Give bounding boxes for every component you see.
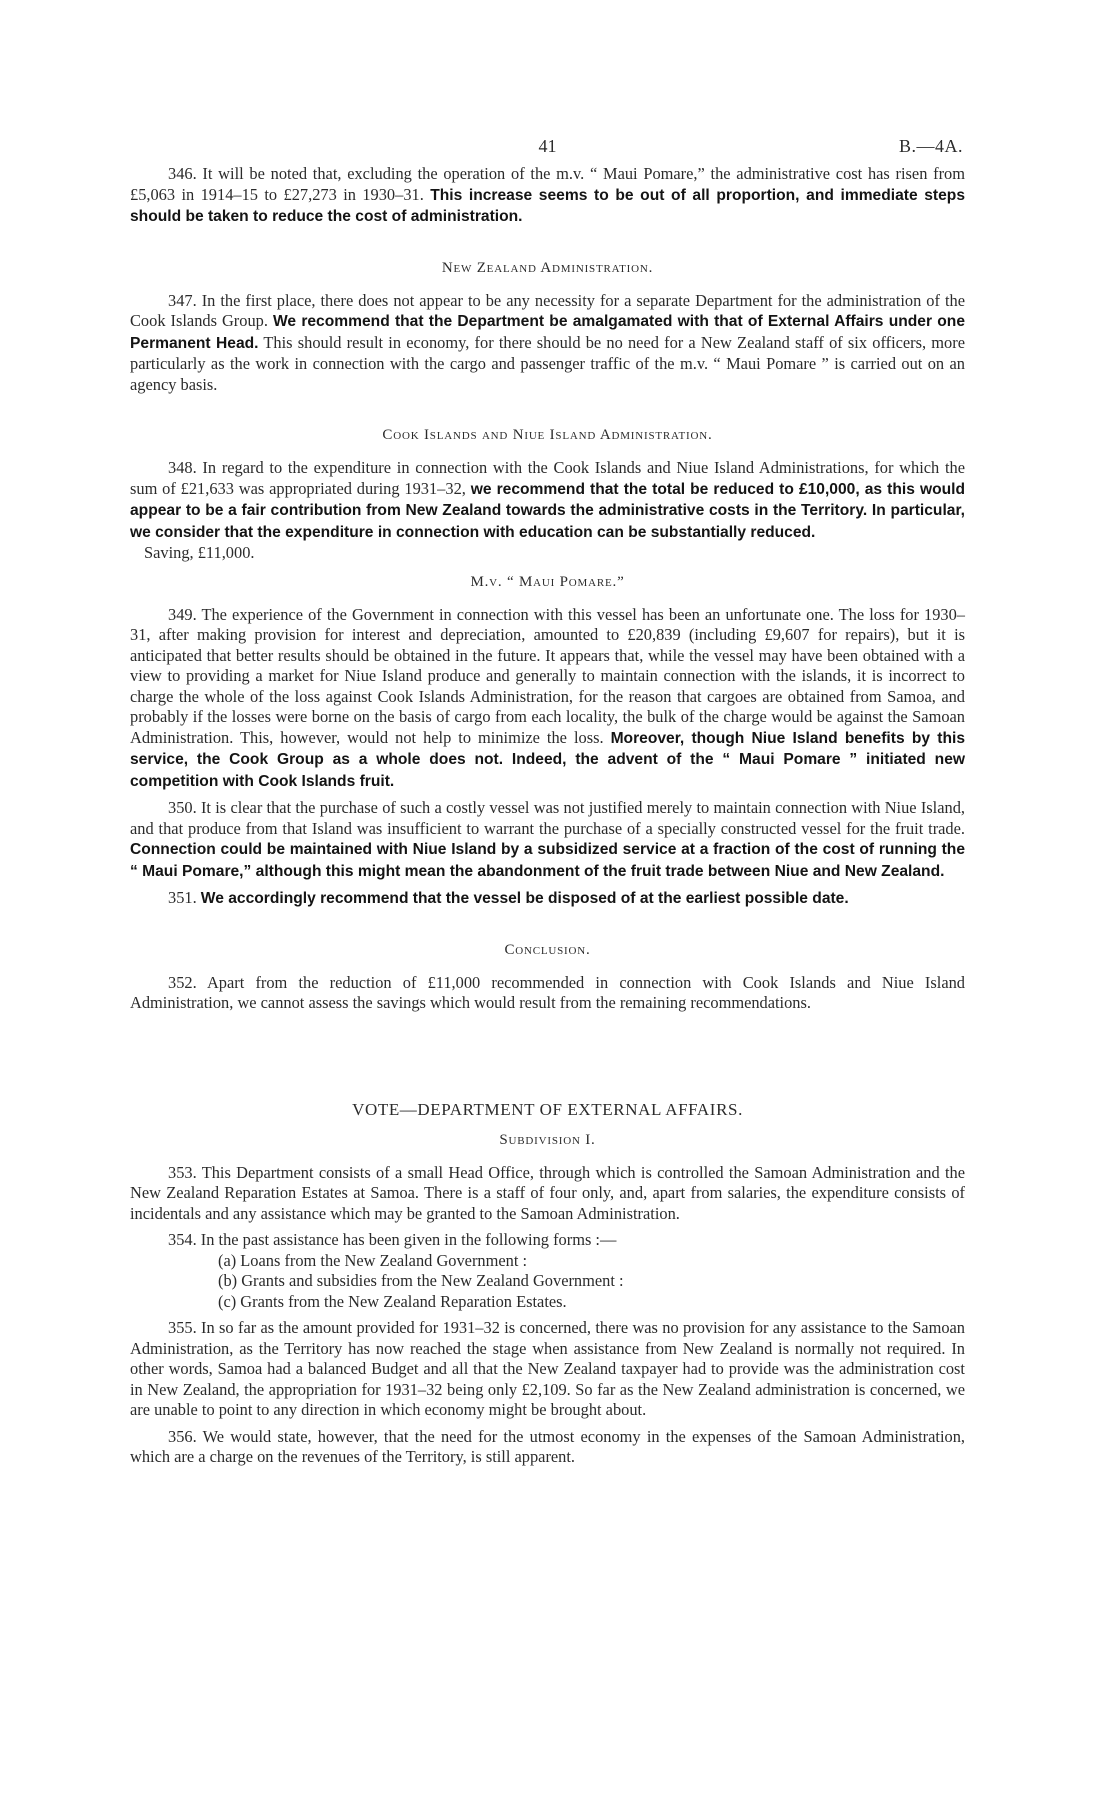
paragraph-349-text: 349. The experience of the Government in connection with this vessel has been an unfortunate one. The loss for 1930–31, after making provision for interest and depreciation, amounted to £20,839 (including £9,607 for repairs), but it is anticipated that better results should be obtained in the future. It appears that, while the vessel may have been obtained with a view to providing a market for Niue Island produce and generally to maintain connection with the islands, it is incorrect to charge the whole of the loss against Cook Islands Administration, for the reason that cargoes are obtained from Samoa, and probably if the losses were borne on the basis of cargo from each locality, the bulk of the charge would be against the Samoan Administration. This, however, would not help to minimize the loss.: [130, 604, 965, 747]
paragraph-352: 352. Apart from the reduction of £11,000 recommended in connection with Cook Islands and Niue Island Administration, we cannot assess the savings which would result from the remaining recommendations.: [130, 972, 965, 1012]
list-item: (c) Grants from the New Zealand Reparation Estates.: [218, 1291, 567, 1311]
paragraph-349-bold: Moreover, though Niue Island benefits by this service, the Cook Group as a whole does not. Indeed, the advent of the “ Maui Pomare ” initiated new competition with Cook Islands fruit.: [130, 729, 965, 790]
list-item: (b) Grants and subsidies from the New Zealand Government :: [218, 1271, 624, 1290]
paragraph-351-number: 351.: [168, 888, 201, 907]
heading-maui-pomare: M.v. “ Maui Pomare.”: [470, 573, 625, 590]
list-item: (a) Loans from the New Zealand Government :: [218, 1250, 528, 1270]
paragraph-353: 353. This Department consists of a small Head Office, through which is controlled the Samoan Administration and the New Zealand Reparation Estates at Samoa. There is a staff of four only, and, apart from salaries, the expenditure consists of incidentals and any assistance which may be granted to the Samoan Administration.: [130, 1162, 965, 1223]
paragraph-350-text: 350. It is clear that the purchase of such a costly vessel was not justified merely to maintain connection with Niue Island, and that produce from that Island was insufficient to warrant the purchase of a specially constructed vessel for the fruit trade.: [130, 798, 965, 838]
paragraph-350-bold: Connection could be maintained with Niue Island by a subsidized service at a fraction of the cost of running the “ Maui Pomare,” although this might mean the abandonment of the fruit trade between Niue and New Zealand.: [130, 841, 965, 880]
heading-conclusion: Conclusion.: [504, 941, 591, 958]
page-header: [130, 128, 965, 164]
saving-line: Saving, £11,000.: [144, 543, 255, 562]
heading-cook-islands-administration: Cook Islands and Niue Island Administration.: [382, 427, 713, 443]
heading-subdivision: Subdivision I.: [499, 1131, 596, 1148]
document-page: [130, 128, 965, 1474]
paragraph-351-bold: We accordingly recommend that the vessel be disposed of at the earliest possible date.: [200, 890, 849, 907]
paragraph-346: [130, 164, 965, 228]
paragraph-346-bold: This increase seems to be out of all proportion, and immediate steps should be taken to reduce the cost of administration.: [130, 186, 965, 225]
paragraph-347-text: 347. In the first place, there does not appear to be any necessity for a separate Department for the administration of the Cook Islands Group.: [130, 290, 965, 330]
paragraph-348-text: 348. In regard to the expenditure in connection with the Cook Islands and Niue Island Administrations, for which the sum of £21,633 was appropriated during 1931–32,: [130, 458, 965, 498]
paragraph-351: [130, 888, 965, 910]
paragraph-347: [130, 291, 965, 396]
paragraph-356: 356. We would state, however, that the need for the utmost economy in the expenses of the Samoan Administration, which are a charge on the revenues of the Territory, is still apparent.: [130, 1426, 965, 1466]
paragraph-348-bold: we recommend that the total be reduced to £10,000, as this would appear to be a fair contribution from New Zealand towards the administrative costs in the Territory. In particular, we consider that the expenditure in connection with education can be substantially reduced.: [130, 480, 965, 541]
paragraph-347-bold: We recommend that the Department be amalgamated with that of External Affairs under one Permanent Head.: [130, 313, 965, 352]
paragraph-348: [130, 458, 965, 543]
heading-new-zealand-administration: New Zealand Administration.: [441, 259, 654, 276]
paragraph-355: 355. In so far as the amount provided for 1931–32 is concerned, there was no provision for any assistance to the Samoan Administration, as the Territory has now reached the stage when assistance from New Zealand is normally not required. In other words, Samoa had a balanced Budget and all that the New Zealand taxpayer had to provide was the administration cost in New Zealand, the appropriation for 1931–32 being only £2,109. So far as the New Zealand administration is concerned, we are unable to point to any direction in which economy might be brought about.: [130, 1318, 965, 1419]
paragraph-347-text-end: This should result in economy, for there should be no need for a New Zealand staff of six officers, more particularly as the work in connection with the cargo and passenger traffic of the m.v. “ Maui Pomare ” is carried out on an agency basis.: [130, 332, 965, 394]
vote-title: VOTE—DEPARTMENT OF EXTERNAL AFFAIRS.: [352, 1099, 743, 1119]
paragraph-346-text: 346. It will be noted that, excluding the operation of the m.v. “ Maui Pomare,” the administrative cost has risen from £5,063 in 1914–15 to £27,273 in 1930–31.: [130, 164, 965, 204]
page-number: 41: [538, 136, 557, 156]
paragraph-354: 354. In the past assistance has been given in the following forms :—: [168, 1230, 617, 1249]
document-reference: B.—4A.: [898, 136, 963, 156]
paragraph-349: [130, 605, 965, 793]
assistance-forms-list: [130, 1251, 965, 1313]
paragraph-350: [130, 798, 965, 882]
